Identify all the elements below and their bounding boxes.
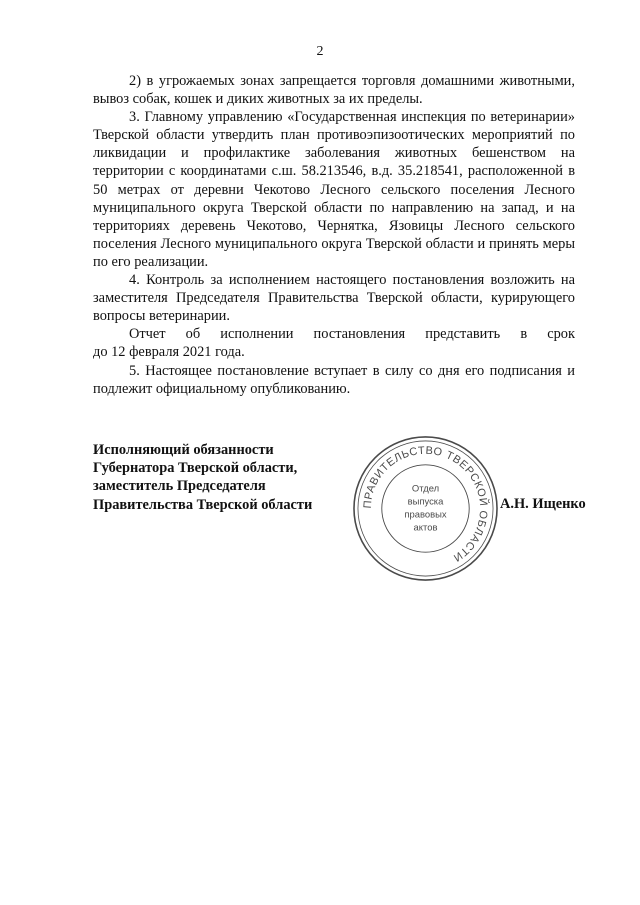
report-deadline-line: Отчет об исполнении постановления представить в срок bbox=[129, 326, 575, 343]
paragraph-item-3: 3. Главному управлению «Государственная инспекция по ветеринарии» Тверской области утвердить план противоэпизоотических мероприятий по ликвидации и профилактике заболевания животных бешенством на территории с координатами с.ш. 58.213546, в.д. 35.218541, расположенной в 50 метрах от деревни Чекотово Лесного сельского поселения Лесного муниципального округа Тверской области по направлению на запад, и на территориях деревень Чекотово, Чернятка, Язовицы Лесного сельского поселения Лесного муниципального округа Тверской области и принять меры по его реализации. bbox=[93, 109, 575, 270]
stamp-ring-text: ПРАВИТЕЛЬСТВО ТВЕРСКОЙ ОБЛАСТИ bbox=[361, 444, 490, 564]
signatory-title-line: Правительства Тверской области bbox=[93, 496, 313, 513]
paragraph-item-2: 2) в угрожаемых зонах запрещается торговля домашними животными, вывоз собак, кошек и диких животных за их пределы. bbox=[93, 73, 575, 108]
stamp-center-text: правовых bbox=[404, 508, 447, 520]
signatory-title-line: Исполняющий обязанности bbox=[93, 442, 274, 458]
signatory-name: А.Н. Ищенко bbox=[500, 496, 586, 512]
stamp-center-text: Отдел bbox=[411, 482, 440, 494]
signatory-title-line: заместитель Председателя bbox=[93, 478, 266, 495]
stamp-center-text: актов bbox=[413, 521, 438, 533]
paragraph-item-5: 5. Настоящее постановление вступает в силу со дня его подписания и подлежит официальному опубликованию. bbox=[93, 362, 575, 397]
official-stamp bbox=[351, 434, 500, 583]
signatory-title-line: Губернатора Тверской области, bbox=[93, 460, 298, 477]
paragraph-item-4: 4. Контроль за исполнением настоящего постановления возложить на заместителя Председателя Правительства Тверской области, курирующего вопросы ветеринарии. bbox=[93, 272, 575, 325]
document-body bbox=[93, 72, 575, 398]
report-deadline-date: до 12 февраля 2021 года. bbox=[93, 344, 245, 361]
signatory-title bbox=[93, 441, 343, 514]
page-number: 2 bbox=[316, 44, 324, 59]
stamp-center-text: выпуска bbox=[407, 495, 444, 507]
